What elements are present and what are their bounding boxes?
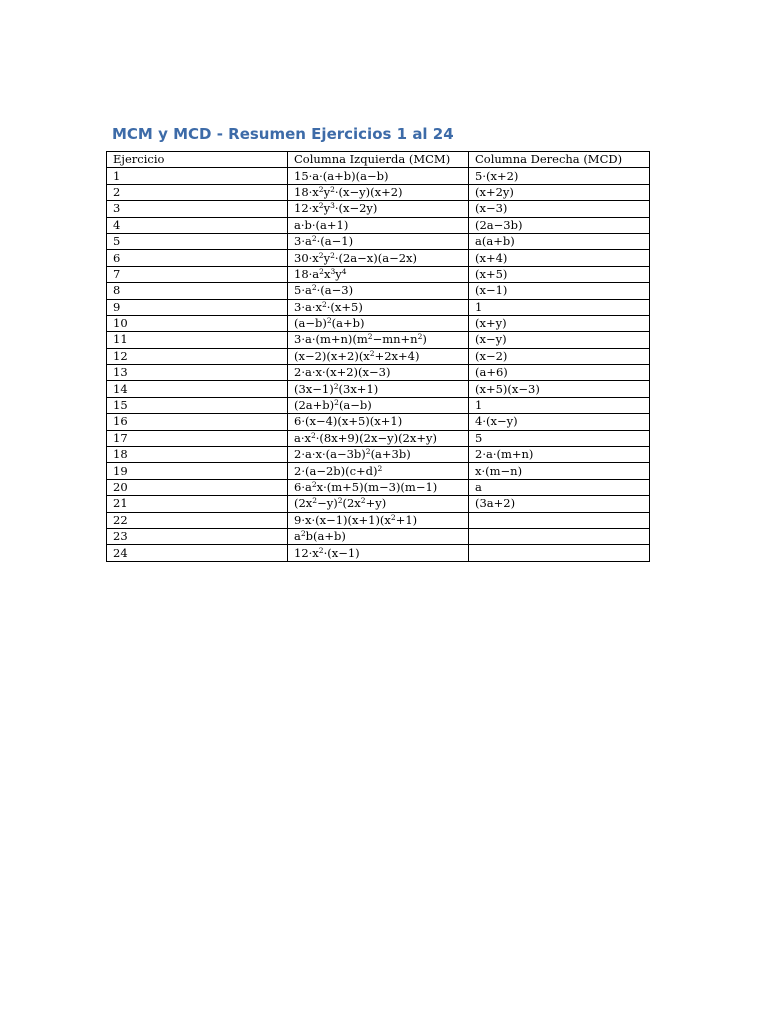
cell-mcd: (x−3) xyxy=(469,201,650,217)
table-row xyxy=(107,168,650,184)
cell-mcd: (x+4) xyxy=(469,250,650,266)
cell-mcd: 2·a·(m+n) xyxy=(469,447,650,463)
cell-mcm: $3\cdot a^2\cdot(a-1)$ xyxy=(288,233,469,249)
cell-ejercicio: 15 xyxy=(107,397,288,413)
cell-ejercicio: 18 xyxy=(107,447,288,463)
cell-ejercicio: 19 xyxy=(107,463,288,479)
cell-mcd: (x+5)(x−3) xyxy=(469,381,650,397)
header-ejercicio: Ejercicio xyxy=(107,152,288,168)
table-row xyxy=(107,447,650,463)
table-row xyxy=(107,463,650,479)
exercise-table xyxy=(106,151,650,562)
cell-mcd: (a+6) xyxy=(469,365,650,381)
cell-mcd: x·(m−n) xyxy=(469,463,650,479)
table-body xyxy=(107,152,650,562)
cell-ejercicio: 3 xyxy=(107,201,288,217)
cell-mcm: $a^2b(a+b)$ xyxy=(288,528,469,544)
table-row xyxy=(107,348,650,364)
table-row xyxy=(107,283,650,299)
cell-mcm: $2\cdot a\cdot x\cdot(a-3b)^2(a+3b)$ xyxy=(288,447,469,463)
cell-mcd: (x−1) xyxy=(469,283,650,299)
cell-ejercicio: 9 xyxy=(107,299,288,315)
cell-ejercicio: 6 xyxy=(107,250,288,266)
page-title: MCM y MCD - Resumen Ejercicios 1 al 24 xyxy=(112,125,454,143)
table-row xyxy=(107,496,650,512)
table-row xyxy=(107,299,650,315)
cell-ejercicio: 11 xyxy=(107,332,288,348)
cell-ejercicio: 23 xyxy=(107,528,288,544)
cell-mcd: 1 xyxy=(469,299,650,315)
cell-ejercicio: 16 xyxy=(107,414,288,430)
cell-mcm: $3\cdot a\cdot x^2\cdot(x+5)$ xyxy=(288,299,469,315)
cell-ejercicio: 17 xyxy=(107,430,288,446)
cell-mcd xyxy=(469,512,650,528)
cell-mcm: 15·a·(a+b)(a−b) xyxy=(288,168,469,184)
cell-ejercicio: 1 xyxy=(107,168,288,184)
cell-mcm: $(3x-1)^2(3x+1)$ xyxy=(288,381,469,397)
cell-mcm: $(2x^2-y)^2(2x^2+y)$ xyxy=(288,496,469,512)
cell-mcd xyxy=(469,528,650,544)
cell-ejercicio: 24 xyxy=(107,545,288,561)
cell-mcd: (x+2y) xyxy=(469,184,650,200)
cell-ejercicio: 13 xyxy=(107,365,288,381)
cell-ejercicio: 12 xyxy=(107,348,288,364)
header-mcm: Columna Izquierda (MCM) xyxy=(288,152,469,168)
table-row xyxy=(107,414,650,430)
cell-ejercicio: 5 xyxy=(107,233,288,249)
table-row xyxy=(107,528,650,544)
header-mcd: Columna Derecha (MCD) xyxy=(469,152,650,168)
table-header-row xyxy=(107,152,650,168)
cell-mcd: (3a+2) xyxy=(469,496,650,512)
cell-mcm: $(x-2)(x+2)(x^2+2x+4)$ xyxy=(288,348,469,364)
table-row xyxy=(107,479,650,495)
cell-mcm: $6\cdot a^2x\cdot(m+5)(m-3)(m-1)$ xyxy=(288,479,469,495)
table-row xyxy=(107,545,650,561)
table-row xyxy=(107,250,650,266)
cell-mcd: 5·(x+2) xyxy=(469,168,650,184)
table-row xyxy=(107,217,650,233)
table-row xyxy=(107,315,650,331)
table-row xyxy=(107,266,650,282)
cell-ejercicio: 20 xyxy=(107,479,288,495)
cell-mcm: 2·a·x·(x+2)(x−3) xyxy=(288,365,469,381)
cell-mcm: $18\cdot x^2y^2\cdot(x-y)(x+2)$ xyxy=(288,184,469,200)
cell-mcm: $9\cdot x\cdot(x-1)(x+1)(x^2+1)$ xyxy=(288,512,469,528)
cell-mcm: a·b·(a+1) xyxy=(288,217,469,233)
table-row xyxy=(107,201,650,217)
cell-mcm: $30\cdot x^2y^2\cdot(2a-x)(a-2x)$ xyxy=(288,250,469,266)
cell-ejercicio: 10 xyxy=(107,315,288,331)
cell-mcm: $12\cdot x^2\cdot(x-1)$ xyxy=(288,545,469,561)
cell-ejercicio: 4 xyxy=(107,217,288,233)
cell-mcm: $5\cdot a^2\cdot(a-3)$ xyxy=(288,283,469,299)
table-row xyxy=(107,184,650,200)
cell-mcd xyxy=(469,545,650,561)
cell-mcd: a(a+b) xyxy=(469,233,650,249)
cell-ejercicio: 8 xyxy=(107,283,288,299)
cell-mcm: $(a-b)^2(a+b)$ xyxy=(288,315,469,331)
table-row xyxy=(107,365,650,381)
cell-mcd: 5 xyxy=(469,430,650,446)
cell-mcd: (x+y) xyxy=(469,315,650,331)
cell-mcm: 6·(x−4)(x+5)(x+1) xyxy=(288,414,469,430)
cell-mcm: $(2a+b)^2(a-b)$ xyxy=(288,397,469,413)
cell-ejercicio: 7 xyxy=(107,266,288,282)
table-row xyxy=(107,381,650,397)
cell-ejercicio: 21 xyxy=(107,496,288,512)
cell-mcd: (x−2) xyxy=(469,348,650,364)
cell-mcd: a xyxy=(469,479,650,495)
cell-mcm: $a\cdot x^2\cdot(8x+9)(2x-y)(2x+y)$ xyxy=(288,430,469,446)
cell-mcd: 1 xyxy=(469,397,650,413)
cell-mcm: $2\cdot(a-2b)(c+d)^2$ xyxy=(288,463,469,479)
cell-mcd: 4·(x−y) xyxy=(469,414,650,430)
cell-ejercicio: 2 xyxy=(107,184,288,200)
cell-mcm: $12\cdot x^2y^3\cdot(x-2y)$ xyxy=(288,201,469,217)
cell-mcm: $18\cdot a^2x^3y^4$ xyxy=(288,266,469,282)
cell-ejercicio: 14 xyxy=(107,381,288,397)
cell-ejercicio: 22 xyxy=(107,512,288,528)
table-row xyxy=(107,430,650,446)
table-row xyxy=(107,512,650,528)
cell-mcd: (x−y) xyxy=(469,332,650,348)
table-row xyxy=(107,332,650,348)
cell-mcm: $3\cdot a\cdot(m+n)(m^2-mn+n^2)$ xyxy=(288,332,469,348)
cell-mcd: (x+5) xyxy=(469,266,650,282)
cell-mcd: (2a−3b) xyxy=(469,217,650,233)
table-row xyxy=(107,233,650,249)
table-row xyxy=(107,397,650,413)
